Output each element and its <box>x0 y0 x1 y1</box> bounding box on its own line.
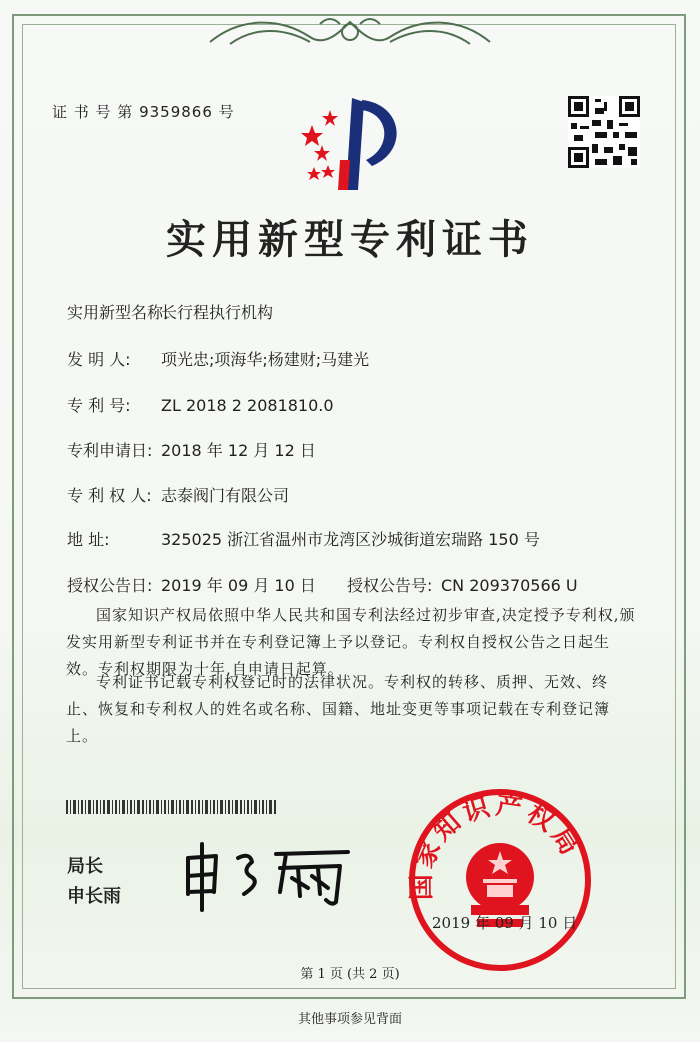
field-grant-number <box>347 573 578 596</box>
official-seal <box>405 785 595 975</box>
barcode <box>66 800 276 814</box>
field-value: 2019 年 09 月 10 日 <box>161 576 316 595</box>
handwritten-signature <box>180 836 360 916</box>
footer-note: 其他事项参见背面 <box>297 1012 402 1027</box>
seal-date: 2019 年 09 月 10 日 <box>432 914 578 932</box>
signatory-name: 申长雨 <box>67 886 121 907</box>
field-value: 项光忠;项海华;杨建财;马建光 <box>161 350 370 369</box>
field-value: 325025 浙江省温州市龙湾区沙城街道宏瑞路 150 号 <box>161 530 540 549</box>
field-address <box>67 527 540 550</box>
certificate-number: 证 书 号 第 9359866 号 <box>52 103 235 121</box>
top-ornament <box>200 12 500 54</box>
cnipa-logo <box>292 90 412 200</box>
paragraph-grant-statement: 国家知识产权局依照中华人民共和国专利法经过初步审查,决定授予专利权,颁发实用新型专利证书并在专利登记簿上予以登记。专利权自授权公告之日起生效。专利权期限为十年,自申请日起算。 <box>66 606 636 678</box>
qr-code <box>568 96 640 168</box>
field-utility-model-name <box>67 300 273 323</box>
field-patentee <box>67 483 289 506</box>
field-value: 长行程执行机构 <box>161 303 274 322</box>
field-label: 地 址: <box>67 530 110 549</box>
signatory-title: 局长 <box>67 856 103 877</box>
field-label: 专 利 号: <box>67 396 131 415</box>
field-label: 授权公告日: <box>67 576 153 595</box>
field-label: 专利申请日: <box>67 441 153 460</box>
field-value: CN 209370566 U <box>441 576 578 595</box>
field-value: 志泰阀门有限公司 <box>161 486 290 505</box>
field-value: 2018 年 12 月 12 日 <box>161 441 316 460</box>
field-patent-number <box>67 393 334 416</box>
field-inventors <box>67 347 369 370</box>
field-application-date <box>67 438 316 461</box>
seal-text: 国家知识产权局 <box>406 790 587 901</box>
field-label: 实用新型名称: <box>67 303 169 322</box>
field-value: ZL 2018 2 2081810.0 <box>161 396 334 415</box>
field-label: 专 利 权 人: <box>67 486 152 505</box>
page-number: 第 1 页 (共 2 页) <box>300 967 400 982</box>
field-label: 发 明 人: <box>67 350 131 369</box>
document-title: 实用新型专利证书 <box>166 217 534 263</box>
field-grant-date <box>67 573 316 596</box>
paragraph-legal-status: 专利证书记载专利权登记时的法律状况。专利权的转移、质押、无效、终止、恢复和专利权人的姓名或名称、国籍、地址变更等事项记载在专利登记簿上。 <box>66 673 611 745</box>
field-label: 授权公告号: <box>347 576 433 595</box>
